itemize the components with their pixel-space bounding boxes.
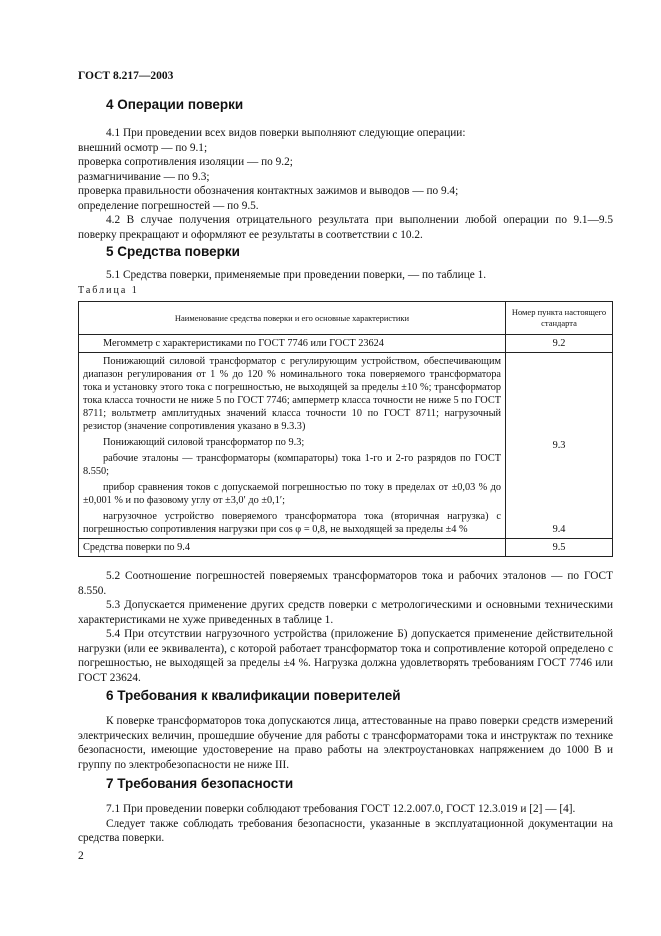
section-4-title: 4 Операции поверки [106,97,244,112]
table-header-clause: Номер пункта настоящего стандарта [506,302,613,335]
s4-line-5: проверка правильности обозначения контактных зажимов и выводов — по 9.4; [78,185,459,197]
s4-text-7: 4.2 В случае получения отрицательного результата при выполнении любой операции по 9.1—9.5 поверку прекращают и оформляют ее результаты в соответствии с 10.2. [78,214,613,241]
page-number: 2 [78,850,84,862]
table-cell-para: прибор сравнения токов с допускаемой погрешностью по току в пределах от ±0,03 % до ±0,001 % и по фазовому углу от ±3,0′ до ±0,1′; [83,482,501,506]
table-caption: Таблица 1 [78,285,139,296]
s6-para [78,714,613,772]
clause-9-3: 9.3 [552,440,566,451]
text-5-4: 5.4 При отсутствии нагрузочного устройства (приложение Б) допускается применение действительной нагрузки (или ее эквивалента), с которой работает трансформатор тока и сопротивление которой определено с погрешностью, не выходящей за пределы ±4 %. Нагрузка должна удовлетворять требованиям ГОСТ 7746 или ГОСТ 23624. [78,628,613,684]
table-1 [78,301,613,557]
document-header: ГОСТ 8.217—2003 [78,70,174,82]
table-header-name: Наименование средства поверки и его основные характеристики [79,302,506,335]
para-7-1 [78,802,613,817]
after-table-body [78,569,613,685]
s4-line-1 [78,126,613,141]
table-cell-para: рабочие эталоны — трансформаторы (компараторы) тока 1-го и 2-го разрядов по ГОСТ 8.550; [83,453,501,477]
s5-text-1: 5.1 Средства поверки, применяемые при проведении поверки, — по таблице 1. [106,269,487,281]
s6-text: К поверке трансформаторов тока допускаются лица, аттестованные на право поверки средств измерений электрических величин, прошедшие обучение для работы с трансформаторами тока и инструктаж по технике безопасности, имеющие удостоверение на право работы на электроустановках напряжением до 1000 В и группу по электробезопасности не ниже III. [78,715,613,771]
table-row [79,353,613,539]
table-cell-clause [506,353,613,539]
para-7-2 [78,817,613,846]
table-cell-para: Понижающий силовой трансформатор с регулирующим устройством, обеспечивающим диапазон регулирования от 1 % до 120 % номинального тока поверяемого трансформатора тока и установку этого тока с погрешностью, не выходящей за пределы ±10 %; трансформатор тока класса точности не ниже 5 по ГОСТ 7746; амперметр класса точности не ниже 5 по ГОСТ 8711; вольтметр амплитудных значений класса точности 10 по ГОСТ 8711; нагрузочный резистор (значение сопротивления указано в 9.3.3) [83,356,501,432]
s5-intro [78,268,613,283]
s4-line-2: внешний осмотр — по 9.1; [78,141,208,154]
text-7-2: Следует также соблюдать требования безопасности, указанные в эксплуатационной документации на средства поверки. [78,817,613,844]
section-5-title: 5 Средства поверки [106,244,240,259]
table-row [79,539,613,557]
text-7-1: 7.1 При проведении поверки соблюдают требования ГОСТ 12.2.007.0, ГОСТ 12.3.019 и [2] — [4]. [106,803,576,815]
para-5-4 [78,627,613,685]
clause-9-4: 9.4 [552,524,566,535]
table-cell: 9.2 [506,335,613,353]
s4-line-6: определение погрешностей — по 9.5. [78,199,259,212]
s4-line-3: проверка сопротивления изоляции — по 9.2; [78,156,293,168]
table-cell: 9.5 [506,539,613,557]
section-7-title: 7 Требования безопасности [106,776,294,791]
section-4-body [78,126,613,242]
table-header-row [79,302,613,335]
table-cell-para: нагрузочное устройство поверяемого трансформатора тока (вторичная нагрузка) с погрешностью сопротивления нагрузки при cos φ = 0,8, не выходящей за пределы ±4 % [83,511,501,535]
text-5-2: 5.2 Соотношение погрешностей поверяемых трансформаторов тока и рабочих эталонов — по ГОСТ 8.550. [78,570,613,597]
s4-para-2 [78,213,613,242]
text-5-3: 5.3 Допускается применение других средств поверки с метрологическими и основными техническими характеристиками не хуже приведенных в таблице 1. [78,599,613,626]
table-cell-para: Понижающий силовой трансформатор по 9.3; [103,437,305,448]
table-row [79,335,613,353]
table-cell: Средства поверки по 9.4 [79,539,506,557]
table-cell-composite [79,353,506,539]
table-cell: Мегомметр с характеристиками по ГОСТ 7746 или ГОСТ 23624 [79,335,506,353]
s4-text-1: 4.1 При проведении всех видов поверки выполняют следующие операции: [106,127,466,139]
para-5-3 [78,598,613,627]
s7-body [78,802,613,846]
section-6-title: 6 Требования к квалификации поверителей [106,688,401,703]
s4-line-4: размагничивание — по 9.3; [78,170,210,183]
para-5-2 [78,569,613,598]
